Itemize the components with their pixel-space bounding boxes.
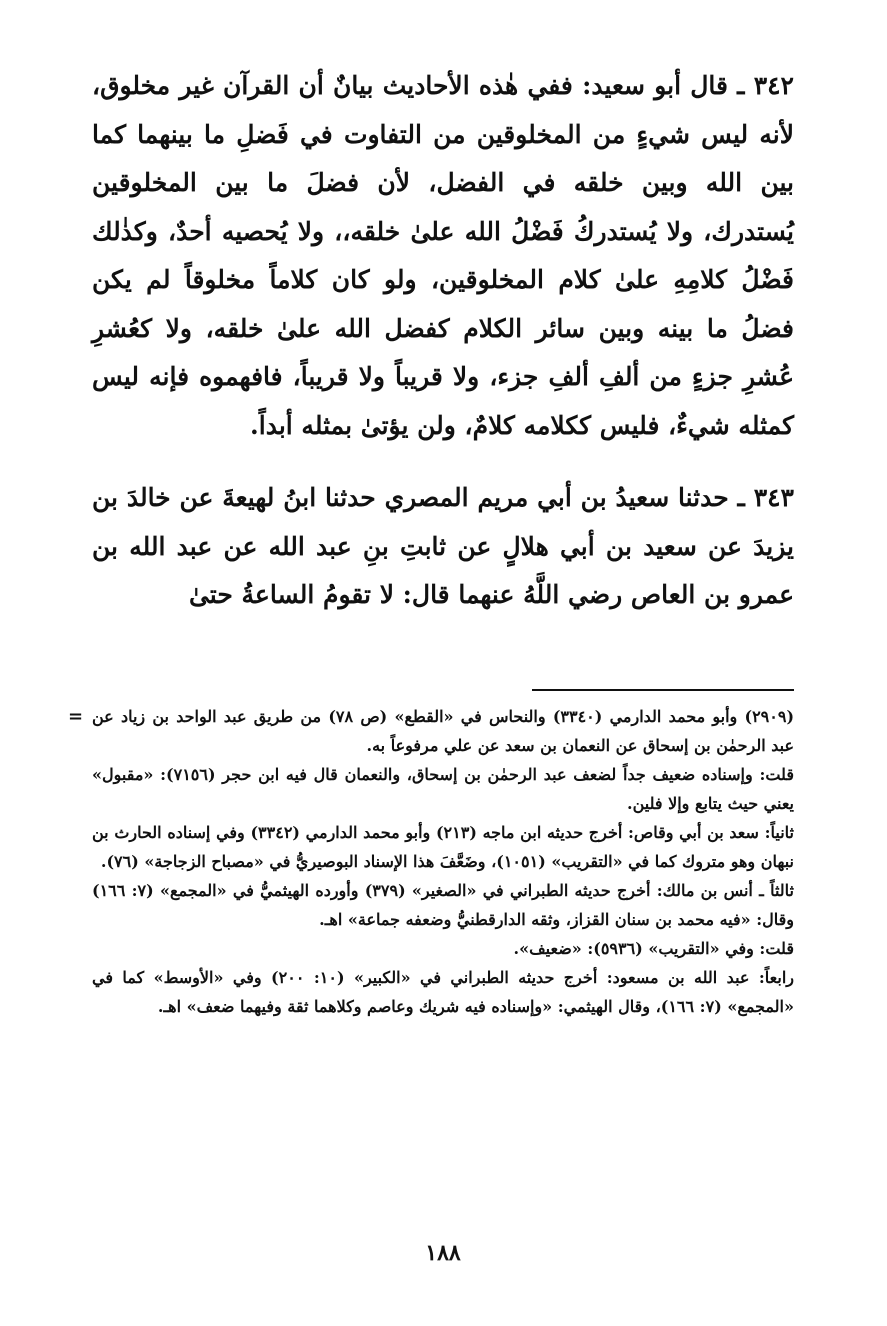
continuation-mark: = <box>68 706 84 727</box>
footnote-4: ثالثاً ـ أنس بن مالك: أخرج حديثه الطبراني في «الصغير» (٣٧٩) وأورده الهيثميُّ في «المجمع» (٧: ١٦٦) وقال: «فيه محمد بن سنان القزاز، وثقه الدارقطنيُّ وضعفه جماعة» اهـ. <box>92 881 794 929</box>
footnote-5: قلت: وفي «التقريب» (٥٩٣٦): «ضعيف». <box>513 939 794 958</box>
paragraph-342: ٣٤٢ ـ قال أبو سعيد: ففي هٰذه الأحاديث بيانٌ أن القرآن غير مخلوق، لأنه ليس شيءٍ من المخلوقين من التفاوت في فَضلِ ما بينهما كما بين الله وبين خلقه في الفضل، لأن فضلَ ما بين المخلوقين يُستدرك، ولا يُستدركُ فَضْلُ الله علىٰ خلقه،، ولا يُحصيه أحدٌ، وكذٰلك فَضْلُ كلامِهِ علىٰ كلام المخلوقين، ولو كان كلاماً مخلوقاً لم يكن فضلُ ما بينه وبين سائر الكلام كفضل الله علىٰ خلقه، ولا كعُشرِ عُشرِ جزءٍ من ألفِ ألفِ جزء، ولا قريباً ولا قريباً، فافهموه فإنه ليس كمثله شيءٌ، فليس ككلامه كلامٌ، ولن يؤتىٰ بمثله أبداً. <box>92 71 795 440</box>
page-number: ١٨٨ <box>425 1240 461 1266</box>
book-page <box>68 62 795 1292</box>
footnote-2: قلت: وإسناده ضعيف جداً لضعف عبد الرحمٰن بن إسحاق، والنعمان قال فيه ابن حجر (٧١٥٦): «مقبول» يعني حيث يتابع وإلا فلين. <box>92 765 795 813</box>
footnote-3: ثانياً: سعد بن أبي وقاص: أخرج حديثه ابن ماجه (٢١٣) وأبو محمد الدارمي (٣٣٤٢) وفي إسناده الحارث بن نبهان وهو متروك كما في «التقريب» (١٠٥١)، وضَعَّفَ هذا الإسناد البوصيريُّ في «مصباح الزجاجة» (٧٦). <box>92 823 794 871</box>
paragraph-343: ٣٤٣ ـ حدثنا سعيدُ بن أبي مريم المصري حدثنا ابنُ لهيعةَ عن خالدَ بن يزيدَ عن سعيد بن أبي هلالٍ عن ثابتِ بنِ عبد الله عن عبد الله بن عمرو بن العاص رضي اللَّهُ عنهما قال: لا تقومُ الساعةُ حتىٰ <box>92 483 794 609</box>
footnote-1 <box>68 702 795 760</box>
footnote-6: رابعاً: عبد الله بن مسعود: أخرج حديثه الطبراني في «الكبير» (١٠: ٢٠٠) وفي «الأوسط» كما في «المجمع» (٧: ١٦٦)، وقال الهيثمي: «وإسناده فيه شريك وعاصم وكلاهما ثقة وفيهما ضعف» اهـ. <box>92 968 794 1016</box>
main-text <box>92 62 794 620</box>
footnote-separator <box>532 689 794 691</box>
footnote-1-text: (٢٩٠٩) وأبو محمد الدارمي (٣٣٤٠) والنحاس في «القطع» (ص ٧٨) من طريق عبد الواحد بن زياد عن عبد الرحمٰن بن إسحاق عن النعمان بن سعد عن علي مرفوعاً به. <box>92 707 795 755</box>
footnotes <box>68 702 795 1021</box>
